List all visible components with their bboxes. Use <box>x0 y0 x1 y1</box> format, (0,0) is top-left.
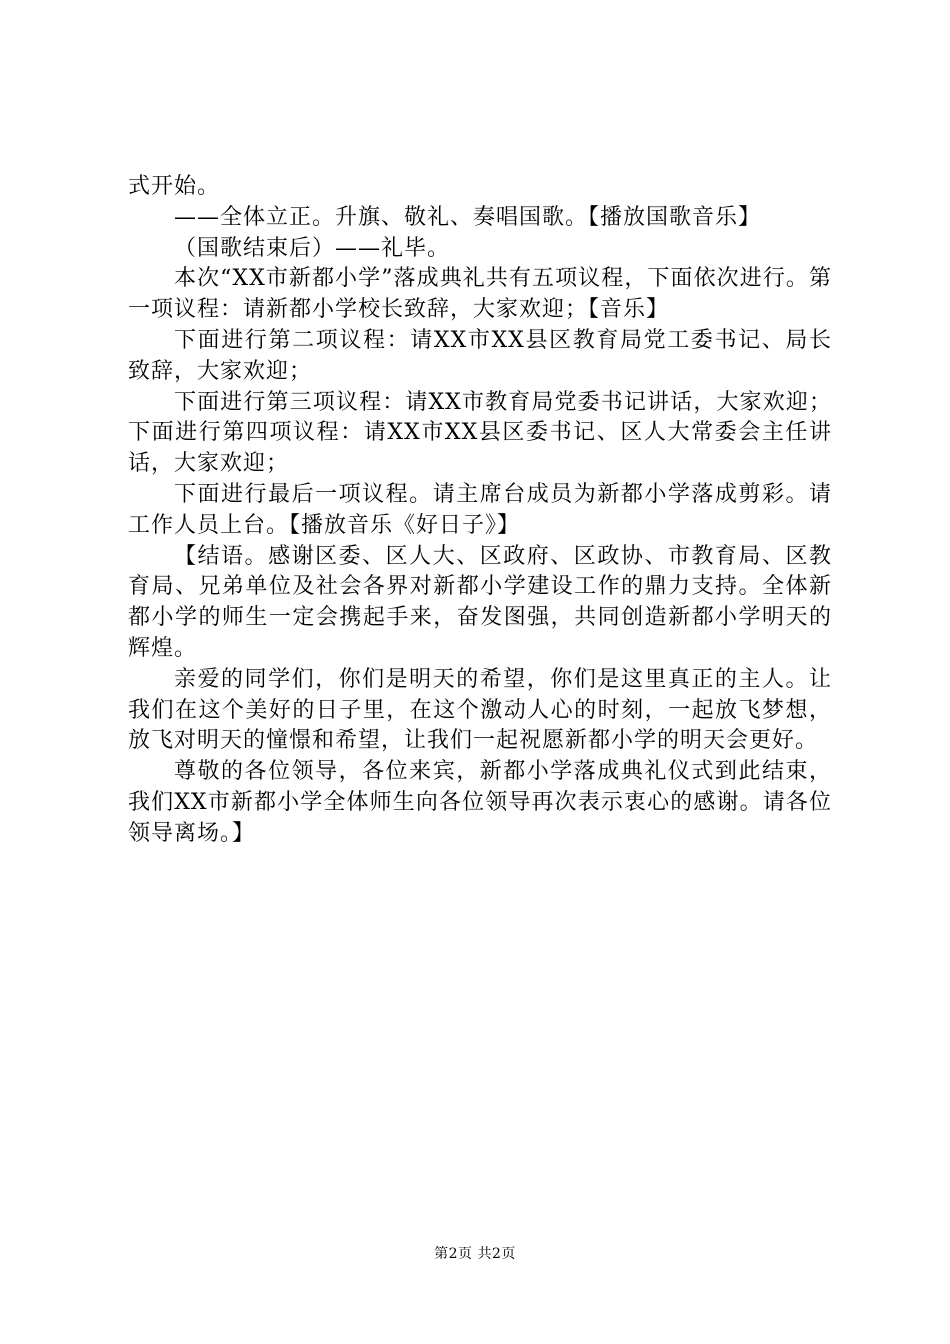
paragraph-anthem-end: （国歌结束后）——礼毕。 <box>174 235 451 261</box>
paragraph-students: 亲爱的同学们，你们是明天的希望，你们是这里真正的主人。让我们在这个美好的日子里，在这个激动人心的时刻，一起放飞梦想，放飞对明天的憧憬和希望，让我们一起祝愿新都小学的明天会更好。 <box>128 666 832 754</box>
paragraph-conclusion: 尊敬的各位领导，各位来宾，新都小学落成典礼仪式到此结束，我们XX市新都小学全体师生向各位领导再次表示衷心的感谢。请各位领导离场。】 <box>128 759 832 846</box>
paragraph-agenda-three-four: 下面进行第三项议程：请XX市教育局党委书记讲话，大家欢迎；下面进行第四项议程：请XX市XX县区委书记、区人大常委会主任讲话，大家欢迎； <box>128 389 832 477</box>
paragraph-agenda-intro: 本次“XX市新都小学”落成典礼共有五项议程，下面依次进行。第一项议程：请新都小学校长致辞，大家欢迎；【音乐】 <box>128 266 832 323</box>
paragraph-agenda-final: 下面进行最后一项议程。请主席台成员为新都小学落成剪彩。请工作人员上台。【播放音乐《好日子》】 <box>128 481 832 538</box>
paragraph-agenda-two: 下面进行第二项议程：请XX市XX县区教育局党工委书记、局长致辞，大家欢迎； <box>128 327 832 384</box>
page-number-label: 第2页 共2页 <box>434 1246 516 1262</box>
document-body <box>128 172 832 850</box>
page-footer <box>0 1244 950 1264</box>
paragraph-closing-thanks: 【结语。感谢区委、区人大、区政府、区政协、市教育局、区教育局、兄弟单位及社会各界对新都小学建设工作的鼎力支持。全体新都小学的师生一定会携起手来，奋发图强，共同创造新都小学明天的辉煌。 <box>128 543 832 661</box>
paragraph-continuation: 式开始。 <box>128 174 221 199</box>
paragraph-national-anthem: ——全体立正。升旗、敬礼、奏唱国歌。【播放国歌音乐】 <box>174 204 762 230</box>
